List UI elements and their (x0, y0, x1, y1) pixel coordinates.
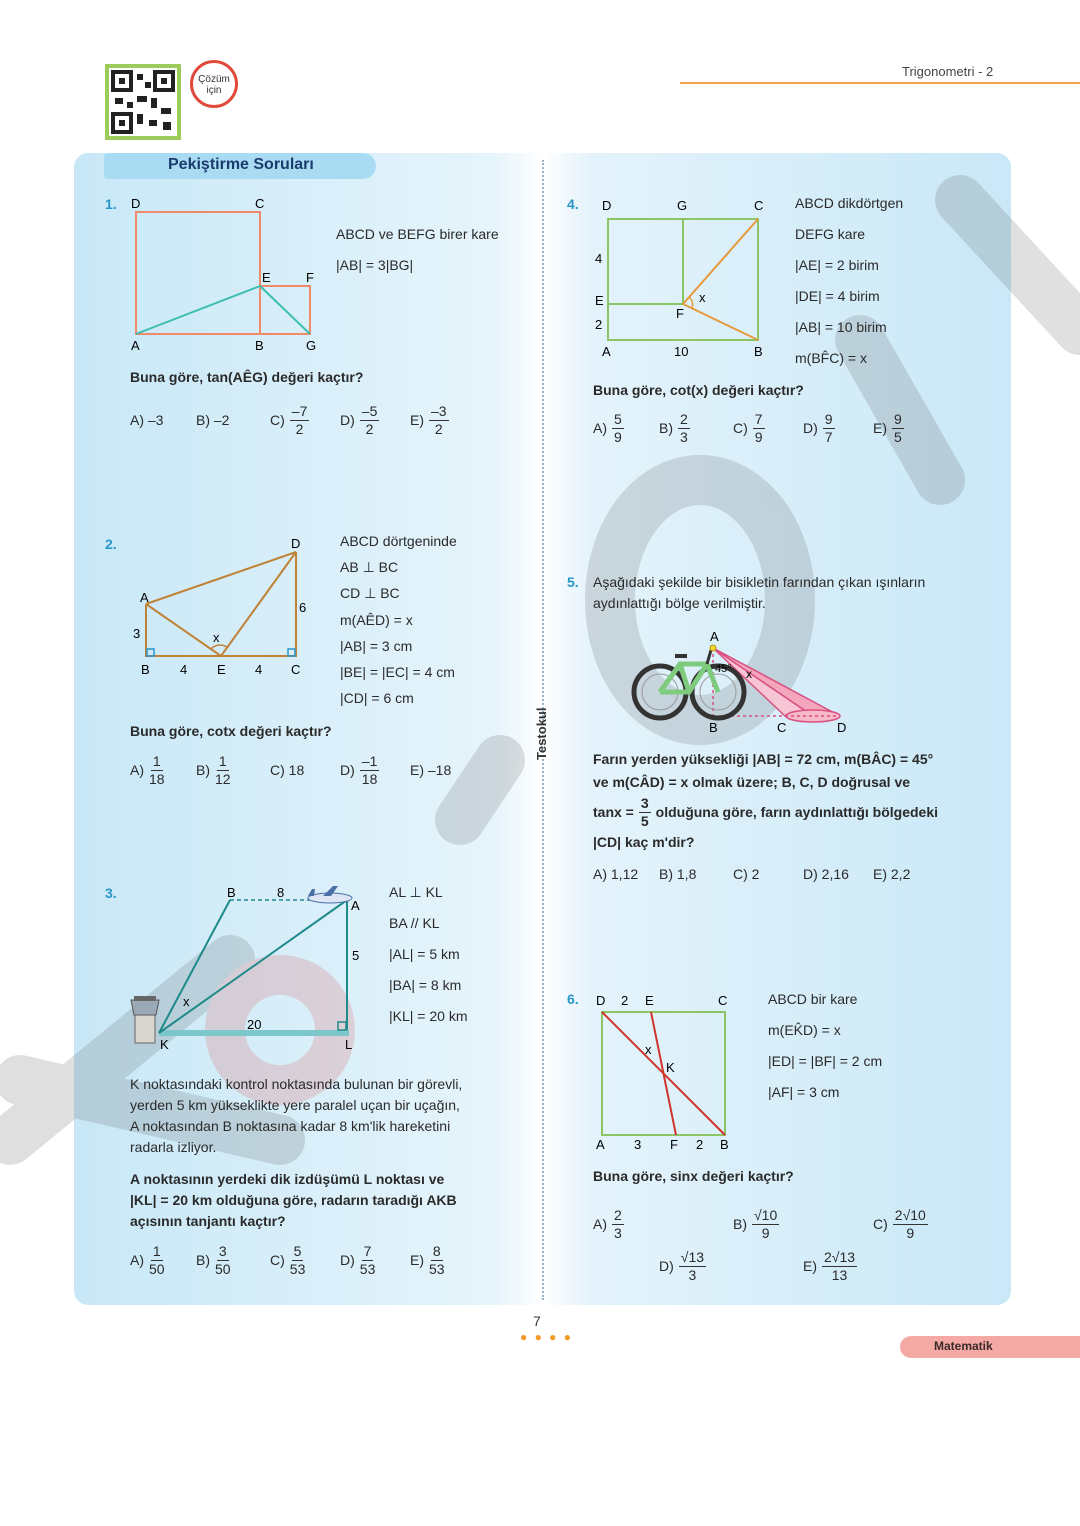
q1-square-abcd (136, 212, 260, 334)
q3-question (130, 1169, 457, 1232)
q4-segment-fb (683, 304, 758, 340)
q2-figure (125, 532, 325, 682)
q3-label-a: A (351, 898, 360, 913)
q4-question: Buna göre, cot(x) değeri kaçtır? (593, 382, 804, 398)
q6-info (768, 984, 882, 1108)
q4-option-a[interactable]: A) $\frac{5}{9}$ (593, 410, 622, 445)
q4-number: 4. (567, 196, 579, 212)
q5-option-a[interactable]: A) 1,12 (593, 866, 639, 882)
q6-info-line: |ED| = |BF| = 2 cm (768, 1053, 883, 1069)
q3-info-line: |BA| = 8 km (389, 977, 462, 993)
topic-title: Trigonometri - 2 (902, 64, 994, 79)
q4-option-b[interactable]: B) $\frac{2}{3}$ (659, 410, 688, 445)
q3-info-line: BA // KL (389, 915, 440, 931)
q3-option-b[interactable]: B) $\frac{3}{50}$ (196, 1242, 231, 1277)
q4-info-line: ABCD dikdörtgen (795, 195, 904, 211)
q2-number: 2. (105, 536, 117, 552)
q6-label-k: K (666, 1060, 675, 1075)
q2-option-b[interactable]: B) $\frac{1}{12}$ (196, 752, 231, 787)
q5-label-a: A (710, 629, 719, 644)
q3-label-ba: 8 (277, 885, 285, 900)
q5-label-d: D (837, 720, 847, 735)
q3-paragraph (130, 1074, 462, 1158)
q2-info-line: ABCD dörtgeninde (340, 533, 457, 549)
q3-paragraph-line: yerden 5 km yükseklikte yere paralel uçan bir uçağın, (130, 1097, 460, 1113)
q2-info (340, 528, 457, 711)
q6-label-c: C (718, 993, 728, 1008)
q4-square-defg (608, 219, 683, 304)
q3-paragraph-line: radarla izliyor. (130, 1139, 217, 1155)
q1-info-line: ABCD ve BEFG birer kare (336, 226, 499, 242)
q2-option-e[interactable]: E) –18 (410, 762, 452, 778)
q1-option-d[interactable]: D) $\frac{-5}{2}$ (340, 402, 378, 437)
q2-info-line: CD ⊥ BC (340, 585, 400, 602)
q1-info-line: |AB| = 3|BG| (336, 257, 414, 273)
q5-figure (625, 626, 865, 741)
q3-right-angle-l (338, 1022, 346, 1030)
q5-option-b[interactable]: B) 1,8 (659, 866, 697, 882)
q3-segment-ka (159, 900, 347, 1033)
q4-label-b: B (754, 344, 763, 359)
q4-label-f: F (676, 306, 684, 321)
q4-option-d[interactable]: D) $\frac{9}{7}$ (803, 410, 833, 445)
q2-option-d[interactable]: D) $\frac{-1}{18}$ (340, 752, 378, 787)
q5-number: 5. (567, 574, 579, 590)
q2-info-line: |CD| = 6 cm (340, 690, 414, 707)
q6-info-line: ABCD bir kare (768, 991, 858, 1007)
q4-info-line: |DE| = 4 birim (795, 288, 880, 304)
q3-option-a[interactable]: A) $\frac{1}{50}$ (130, 1242, 165, 1277)
q1-label-c: C (255, 196, 265, 211)
q6-option-c[interactable]: C) $\frac{2√10}{9}$ (873, 1206, 926, 1241)
q1-info (336, 219, 499, 281)
page-number: 7 (533, 1313, 541, 1329)
q5-intro-line: aydınlattığı bölge verilmiştir. (593, 595, 766, 611)
q3-label-k: K (160, 1037, 169, 1052)
q2-label-cd: 6 (299, 600, 307, 615)
q3-info-line: |AL| = 5 km (389, 946, 460, 962)
section-title: Pekiştirme Soruları (168, 156, 314, 173)
q3-number: 3. (105, 885, 117, 901)
q1-option-b[interactable]: B) –2 (196, 412, 230, 428)
q1-question: Buna göre, tan(AÊG) değeri kaçtır? (130, 369, 364, 385)
q6-option-a[interactable]: A) $\frac{2}{3}$ (593, 1206, 622, 1241)
q2-info-line: m(AÊD) = x (340, 611, 413, 628)
q3-paragraph-line: A noktasından B noktasına kadar 8 km'lik hareketini (130, 1118, 451, 1134)
q2-info-line: |BE| = |EC| = 4 cm (340, 664, 455, 681)
q4-info-line: DEFG kare (795, 226, 866, 242)
q3-label-l: L (345, 1037, 353, 1052)
q2-label-a: A (140, 590, 149, 605)
q6-info-line: |AF| = 3 cm (768, 1084, 840, 1100)
q2-right-angle-c (288, 649, 295, 656)
q3-info-line: AL ⊥ KL (389, 884, 443, 900)
q6-label-b: B (720, 1137, 729, 1152)
q2-right-angle-b (147, 649, 154, 656)
q6-label-e: E (645, 993, 654, 1008)
q1-label-f: F (306, 270, 314, 285)
q4-info (795, 188, 903, 374)
q6-question: Buna göre, sinx değeri kaçtır? (593, 1168, 794, 1184)
q6-label-d: D (596, 993, 606, 1008)
q5-question-tan-line: tanx = $\frac{3}{5}$ olduğuna göre, farın aydınlattığı bölgedeki (593, 795, 939, 829)
q1-option-a[interactable]: A) –3 (130, 412, 164, 428)
q3-option-d[interactable]: D) $\frac{7}{53}$ (340, 1242, 376, 1277)
q2-option-c[interactable]: C) 18 (270, 762, 305, 778)
q1-option-c[interactable]: C) $\frac{-7}{2}$ (270, 402, 308, 437)
q5-label-c: C (777, 720, 787, 735)
q2-label-d: D (291, 536, 301, 551)
q4-label-e: E (595, 293, 604, 308)
q1-label-b: B (255, 338, 264, 353)
q4-option-e[interactable]: E) $\frac{9}{5}$ (873, 410, 902, 445)
q3-label-b: B (227, 885, 236, 900)
q4-label-c: C (754, 198, 764, 213)
q1-option-e[interactable]: E) $\frac{-3}{2}$ (410, 402, 447, 437)
q6-number: 6. (567, 991, 579, 1007)
q3-info-line: |KL| = 20 km (389, 1008, 468, 1024)
q2-info-line: AB ⊥ BC (340, 559, 399, 576)
q4-info-line: |AB| = 10 birim (795, 319, 887, 335)
q4-info-line: |AE| = 2 birim (795, 257, 879, 273)
q4-option-c[interactable]: C) $\frac{7}{9}$ (733, 410, 763, 445)
q2-segment-ed (221, 552, 296, 656)
q2-option-a[interactable]: A) $\frac{1}{18}$ (130, 752, 165, 787)
q2-label-c: C (291, 662, 301, 677)
q1-segment-eg (260, 286, 310, 334)
q2-label-be: 4 (180, 662, 188, 677)
q2-segment-ae (146, 604, 221, 656)
solution-badge[interactable]: Çözüm için (190, 60, 238, 108)
control-tower-icon (131, 996, 159, 1043)
q5-question-line: ve m(CÂD) = x olmak üzere; B, C, D doğrusal ve (593, 774, 911, 790)
q2-label-ab: 3 (133, 626, 141, 641)
q6-option-d[interactable]: D) $\frac{√13}{3}$ (659, 1248, 705, 1283)
q1-figure (125, 192, 325, 357)
q6-option-e[interactable]: E) $\frac{2√13}{13}$ (803, 1248, 856, 1283)
q5-lit-area (786, 710, 840, 722)
q6-label-f: F (670, 1137, 678, 1152)
q2-question: Buna göre, cotx değeri kaçtır? (130, 723, 332, 739)
q2-label-x: x (213, 630, 220, 645)
q3-option-c[interactable]: C) $\frac{5}{53}$ (270, 1242, 306, 1277)
q1-label-g: G (306, 338, 317, 353)
q6-label-x: x (645, 1042, 652, 1057)
q3-info (389, 877, 467, 1032)
q4-info-line: m(BF̂C) = x (795, 350, 867, 366)
q5-question-line: Farın yerden yüksekliği |AB| = 72 cm, m(BÂC) = 45° (593, 751, 934, 767)
q1-label-d: D (131, 196, 141, 211)
q1-label-e: E (262, 270, 271, 285)
q6-label-fb: 2 (696, 1137, 704, 1152)
q3-question-line: A noktasının yerdeki dik izdüşümü L noktası ve (130, 1171, 445, 1187)
q4-figure (588, 192, 778, 362)
q5-option-c[interactable]: C) 2 (733, 866, 760, 882)
q2-label-b: B (141, 662, 150, 677)
q3-option-e[interactable]: E) $\frac{8}{53}$ (410, 1242, 445, 1277)
q1-segment-ae (136, 286, 260, 334)
q6-label-af: 3 (634, 1137, 642, 1152)
airplane-icon (308, 886, 352, 903)
q5-option-d[interactable]: D) 2,16 (803, 866, 849, 882)
q2-sides (146, 552, 296, 656)
q3-label-kl: 20 (247, 1017, 262, 1032)
q4-label-ea: 2 (595, 317, 603, 332)
q4-label-x: x (699, 290, 706, 305)
q4-label-g: G (677, 198, 688, 213)
q6-figure (588, 988, 748, 1158)
q6-info-line: m(EK̂D) = x (768, 1022, 841, 1038)
q4-segment-fc (683, 219, 758, 304)
page-dots: ● ● ● ● (520, 1330, 573, 1344)
q2-label-ec: 4 (255, 662, 263, 677)
q6-label-de: 2 (621, 993, 629, 1008)
q5-intro-line: Aşağıdaki şekilde bir bisikletin farından çıkan ışınların (593, 574, 926, 590)
q6-label-a: A (596, 1137, 605, 1152)
q5-option-e[interactable]: E) 2,2 (873, 866, 911, 882)
q4-label-d: D (602, 198, 612, 213)
q6-option-b[interactable]: B) $\frac{√10}{9}$ (733, 1206, 778, 1241)
q3-label-x: x (183, 994, 190, 1009)
q3-paragraph-line: K noktasındaki kontrol noktasında bulunan bir görevli, (130, 1076, 463, 1092)
q3-segment-kb (159, 900, 230, 1033)
q3-figure (125, 878, 380, 1058)
q5-label-angle: 45° (715, 663, 732, 675)
q3-question-line: açısının tanjantı kaçtır? (130, 1213, 286, 1229)
q5-question (593, 749, 938, 853)
q5-label-x: x (746, 667, 752, 681)
q4-label-de: 4 (595, 251, 603, 266)
q5-label-b: B (709, 720, 718, 735)
brand-logo: Testokul (534, 707, 549, 760)
q5-question-line: |CD| kaç m'dir? (593, 834, 695, 850)
q3-question-line: |KL| = 20 km olduğuna göre, radarın taradığı AKB (130, 1192, 457, 1208)
q2-segment-ad (146, 552, 296, 604)
q3-label-al: 5 (352, 948, 360, 963)
q2-info-line: |AB| = 3 cm (340, 637, 413, 654)
q1-number: 1. (105, 196, 117, 212)
q4-label-ab: 10 (674, 344, 689, 359)
q1-label-a: A (131, 338, 140, 353)
subject-label: Matematik (934, 1339, 993, 1353)
q4-label-a: A (602, 344, 611, 359)
q2-label-e: E (217, 662, 226, 677)
q5-intro (593, 572, 925, 614)
